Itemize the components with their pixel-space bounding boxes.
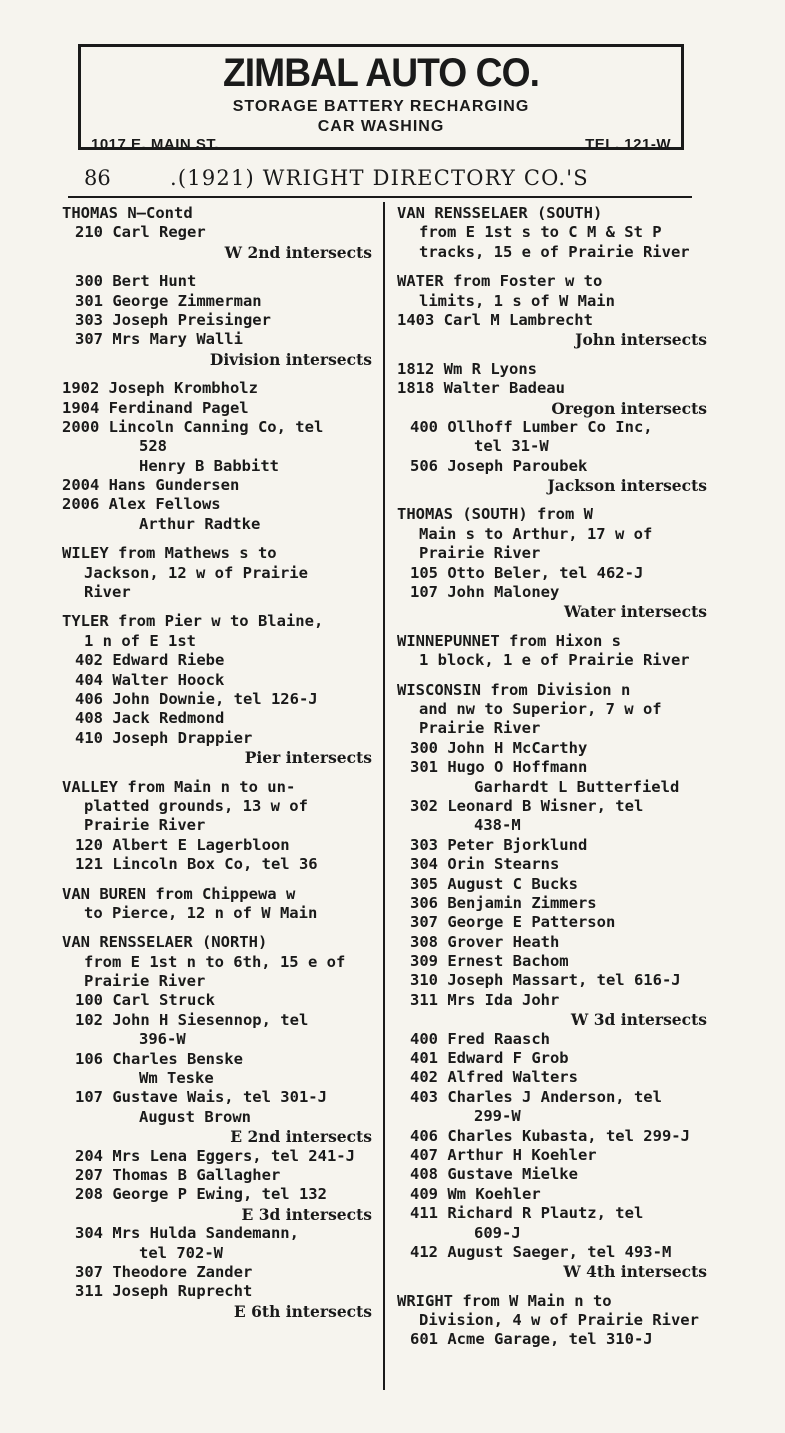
column-divider xyxy=(383,202,385,1390)
resident-continuation: August Brown xyxy=(139,1107,251,1126)
spacer xyxy=(62,534,372,544)
spacer xyxy=(62,923,372,933)
street-heading: WRIGHT from W Main n to xyxy=(397,1291,612,1310)
intersection-marker: Division intersects xyxy=(209,349,372,369)
resident-entry: 1812 Wm R Lyons xyxy=(397,359,537,378)
resident-entry: 301 George Zimmerman xyxy=(75,291,262,310)
street-heading: WISCONSIN from Division n xyxy=(397,680,631,699)
resident-entry: 1818 Walter Badeau xyxy=(397,379,565,398)
resident-entry: 107 John Maloney xyxy=(410,583,560,602)
resident-entry: 406 Charles Kubasta, tel 299-J xyxy=(410,1126,690,1145)
resident-entry: 120 Albert E Lagerbloon xyxy=(75,835,290,854)
street-description: tracks, 15 e of Prairie River xyxy=(419,242,690,261)
resident-entry: 407 Arthur H Koehler xyxy=(410,1145,597,1164)
resident-entry: 411 Richard R Plautz, tel xyxy=(410,1204,644,1223)
ad-title: ZIMBAL AUTO CO. xyxy=(222,51,540,95)
resident-entry: 1904 Ferdinand Pagel xyxy=(62,398,249,417)
street-heading: WATER from Foster w to xyxy=(397,272,603,291)
street-description: from E 1st s to C M & St P xyxy=(419,223,662,242)
intersection-marker: Pier intersects xyxy=(244,748,372,768)
ad-service-line-1: STORAGE BATTERY RECHARGING xyxy=(232,98,530,115)
street-description: Prairie River xyxy=(84,972,206,991)
running-title: .(1921) WRIGHT DIRECTORY CO.'S xyxy=(170,166,589,190)
resident-entry: 409 Wm Koehler xyxy=(410,1184,541,1203)
resident-entry: 310 Joseph Massart, tel 616-J xyxy=(410,971,681,990)
resident-entry: 105 Otto Beler, tel 462-J xyxy=(410,563,644,582)
resident-entry: 2006 Alex Fellows xyxy=(62,495,221,514)
resident-entry: 401 Edward F Grob xyxy=(410,1049,569,1068)
street-heading: WILEY from Mathews s to xyxy=(62,544,277,563)
intersection-marker: W 2nd intersects xyxy=(224,242,372,262)
resident-entry: 601 Acme Garage, tel 310-J xyxy=(410,1330,653,1349)
street-description: platted grounds, 13 w of xyxy=(84,796,308,815)
intersection-marker: Jackson intersects xyxy=(547,476,707,496)
resident-entry: 406 John Downie, tel 126-J xyxy=(75,689,318,708)
resident-entry: 204 Mrs Lena Eggers, tel 241-J xyxy=(75,1146,355,1165)
resident-entry: 107 Gustave Wais, tel 301-J xyxy=(75,1088,327,1107)
resident-entry: 121 Lincoln Box Co, tel 36 xyxy=(75,855,318,874)
resident-entry: 408 Jack Redmond xyxy=(75,709,225,728)
street-heading: VAN BUREN from Chippewa w xyxy=(62,884,296,903)
resident-entry: 2004 Hans Gundersen xyxy=(62,476,240,495)
spacer xyxy=(397,671,707,681)
resident-entry: 301 Hugo O Hoffmann xyxy=(410,758,588,777)
street-description: Division, 4 w of Prairie River xyxy=(419,1311,699,1330)
street-description: to Pierce, 12 n of W Main xyxy=(84,903,318,922)
ad-service-line-2: CAR WASHING xyxy=(317,118,445,135)
resident-continuation: 299-W xyxy=(474,1107,521,1126)
resident-entry: 100 Carl Struck xyxy=(75,991,215,1010)
street-heading: THOMAS N—Contd xyxy=(62,204,193,222)
resident-entry: 300 John H McCarthy xyxy=(410,738,588,757)
resident-entry: 303 Joseph Preisinger xyxy=(75,310,271,329)
intersection-marker: John intersects xyxy=(575,330,707,350)
street-description: Jackson, 12 w of Prairie xyxy=(84,563,308,582)
advertisement-box xyxy=(78,44,684,153)
resident-entry: 403 Charles J Anderson, tel xyxy=(410,1087,662,1106)
resident-entry: 303 Peter Bjorklund xyxy=(410,835,588,854)
resident-continuation: Arthur Radtke xyxy=(139,514,261,533)
page-header xyxy=(84,164,694,194)
intersection-marker: E 3d intersects xyxy=(241,1204,372,1224)
street-heading: TYLER from Pier w to Blaine, xyxy=(62,612,324,631)
resident-entry: 400 Ollhoff Lumber Co Inc, xyxy=(410,417,653,436)
intersection-marker: Water intersects xyxy=(564,602,707,622)
street-heading: VALLEY from Main n to un- xyxy=(62,777,296,796)
resident-entry: 208 George P Ewing, tel 132 xyxy=(75,1185,327,1204)
resident-entry: 404 Walter Hoock xyxy=(75,670,225,689)
street-heading: VAN RENSSELAER (NORTH) xyxy=(62,933,268,952)
street-heading: WINNEPUNNET from Hixon s xyxy=(397,631,621,650)
resident-entry: 400 Fred Raasch xyxy=(410,1029,550,1048)
right-column xyxy=(397,204,707,1350)
spacer xyxy=(62,602,372,612)
street-description: River xyxy=(84,583,131,602)
spacer xyxy=(397,1282,707,1292)
resident-entry: 302 Leonard B Wisner, tel xyxy=(410,796,644,815)
street-heading: THOMAS (SOUTH) from W xyxy=(397,505,593,524)
resident-entry: 1403 Carl M Lambrecht xyxy=(397,310,593,329)
resident-continuation: 396-W xyxy=(139,1030,186,1049)
street-description: limits, 1 s of W Main xyxy=(419,291,615,310)
resident-continuation: Henry B Babbitt xyxy=(139,456,279,475)
street-description: Prairie River xyxy=(419,544,541,563)
resident-continuation: tel 31-W xyxy=(474,437,549,456)
resident-entry: 304 Orin Stearns xyxy=(410,855,560,874)
left-column xyxy=(62,204,372,1321)
resident-entry: 102 John H Siesennop, tel xyxy=(75,1010,309,1029)
spacer xyxy=(397,350,707,360)
resident-entry: 308 Grover Heath xyxy=(410,932,560,951)
resident-continuation: 438-M xyxy=(474,816,521,835)
ad-telephone: TEL. 121-W xyxy=(585,136,671,153)
resident-entry: 1902 Joseph Krombholz xyxy=(62,379,258,398)
resident-entry: 311 Joseph Ruprecht xyxy=(75,1282,253,1301)
spacer xyxy=(62,875,372,885)
resident-entry: 207 Thomas B Gallagher xyxy=(75,1165,281,1184)
spacer xyxy=(397,262,707,272)
spacer xyxy=(397,495,707,505)
resident-entry: 304 Mrs Hulda Sandemann, xyxy=(75,1224,299,1243)
street-description: from E 1st n to 6th, 15 e of xyxy=(84,952,346,971)
resident-entry: 2000 Lincoln Canning Co, tel xyxy=(62,417,324,436)
spacer xyxy=(62,768,372,778)
resident-entry: 309 Ernest Bachom xyxy=(410,952,569,971)
resident-continuation: tel 702-W xyxy=(139,1243,223,1262)
resident-entry: 506 Joseph Paroubek xyxy=(410,456,588,475)
spacer xyxy=(62,369,372,379)
street-description: 1 block, 1 e of Prairie River xyxy=(419,651,690,670)
street-description: Prairie River xyxy=(419,719,541,738)
spacer xyxy=(397,622,707,632)
resident-entry: 106 Charles Benske xyxy=(75,1049,243,1068)
resident-entry: 402 Alfred Walters xyxy=(410,1068,578,1087)
resident-entry: 412 August Saeger, tel 493-M xyxy=(410,1242,672,1261)
resident-entry: 408 Gustave Mielke xyxy=(410,1165,578,1184)
intersection-marker: W 4th intersects xyxy=(563,1262,707,1282)
resident-continuation: 609-J xyxy=(474,1223,521,1242)
resident-entry: 210 Carl Reger xyxy=(75,223,206,242)
header-rule xyxy=(68,196,692,198)
resident-entry: 402 Edward Riebe xyxy=(75,651,225,670)
resident-entry: 311 Mrs Ida Johr xyxy=(410,990,560,1009)
intersection-marker: W 3d intersects xyxy=(570,1010,707,1030)
street-heading: VAN RENSSELAER (SOUTH) xyxy=(397,204,603,222)
ad-address: 1017 E. MAIN ST. xyxy=(91,136,220,153)
resident-entry: 307 Theodore Zander xyxy=(75,1262,253,1281)
intersection-marker: E 6th intersects xyxy=(233,1301,372,1321)
street-description: Main s to Arthur, 17 w of xyxy=(419,524,653,543)
page-number: 86 xyxy=(84,166,111,190)
spacer xyxy=(62,262,372,272)
resident-entry: 307 Mrs Mary Walli xyxy=(75,330,243,349)
intersection-marker: E 2nd intersects xyxy=(230,1127,372,1147)
intersection-marker: Oregon intersects xyxy=(551,398,707,418)
street-description: 1 n of E 1st xyxy=(84,631,196,650)
resident-entry: 410 Joseph Drappier xyxy=(75,728,253,747)
resident-continuation: Garhardt L Butterfield xyxy=(474,777,680,796)
street-description: and nw to Superior, 7 w of xyxy=(419,699,662,718)
street-description: Prairie River xyxy=(84,816,206,835)
resident-continuation: 528 xyxy=(139,437,167,456)
resident-entry: 300 Bert Hunt xyxy=(75,272,197,291)
resident-entry: 307 George E Patterson xyxy=(410,913,616,932)
resident-entry: 305 August C Bucks xyxy=(410,874,578,893)
resident-entry: 306 Benjamin Zimmers xyxy=(410,893,597,912)
resident-continuation: Wm Teske xyxy=(139,1069,214,1088)
